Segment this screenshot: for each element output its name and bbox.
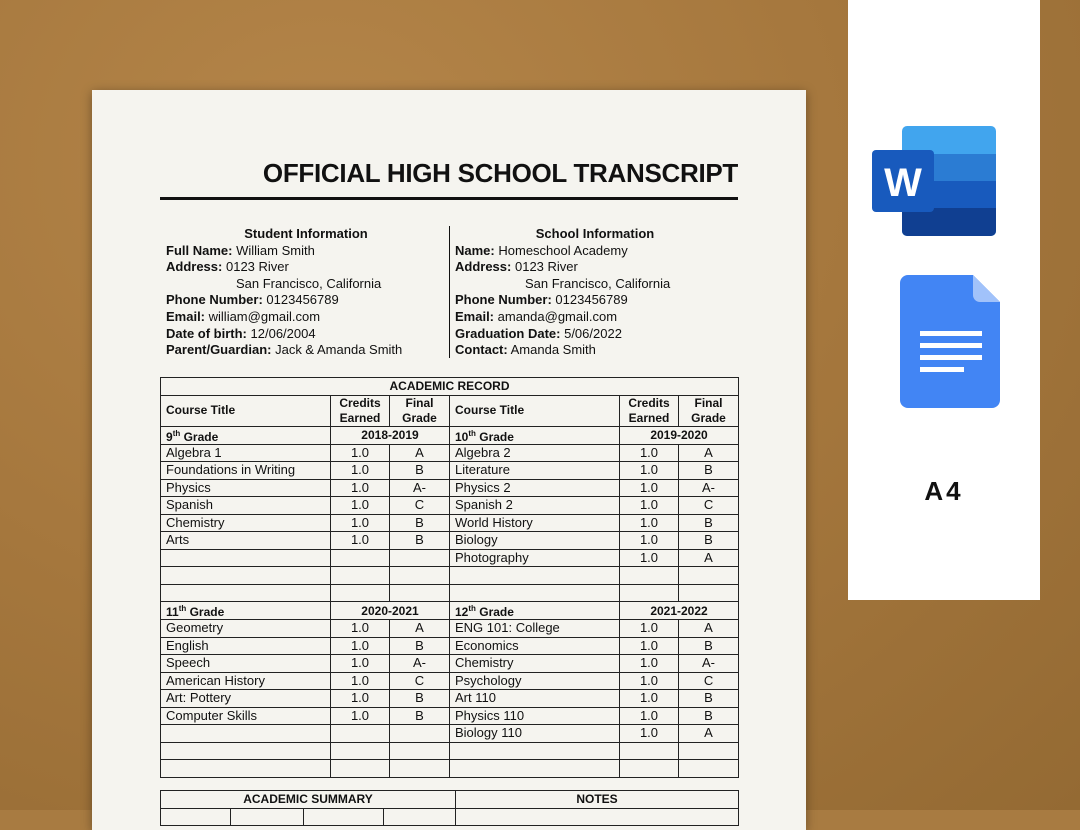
course-title: Literature xyxy=(450,462,620,480)
school-year: 2020-2021 xyxy=(331,602,450,620)
info-value: william@gmail.com xyxy=(208,308,321,324)
final-grade: B xyxy=(390,637,450,655)
summary-notes-table xyxy=(160,790,739,826)
credits-earned: 1.0 xyxy=(620,497,679,515)
table-row xyxy=(161,549,739,567)
page-title: OFFICIAL HIGH SCHOOL TRANSCRIPT xyxy=(262,158,738,188)
final-grade xyxy=(390,584,450,602)
final-grade: B xyxy=(390,690,450,708)
course-title xyxy=(161,567,331,585)
course-title: Algebra 1 xyxy=(161,444,331,462)
info-row xyxy=(166,259,446,276)
final-grade: A xyxy=(679,725,739,743)
credits-earned: 1.0 xyxy=(331,444,390,462)
course-title: Biology 110 xyxy=(450,725,620,743)
info-row xyxy=(455,276,735,293)
notes-heading: NOTES xyxy=(456,791,739,809)
course-title xyxy=(450,742,620,760)
school-year: 2018-2019 xyxy=(331,426,450,444)
course-title: Arts xyxy=(161,532,331,550)
grade-level-label: 9th Grade xyxy=(161,426,331,444)
info-value: Amanda Smith xyxy=(510,342,596,358)
course-title: Spanish 2 xyxy=(450,497,620,515)
course-title: Art 110 xyxy=(450,690,620,708)
credits-earned: 1.0 xyxy=(331,514,390,532)
info-value: Homeschool Academy xyxy=(498,242,628,258)
course-title-header: Course Title xyxy=(161,395,331,426)
credits-header: Credits Earned xyxy=(331,395,390,426)
info-value: 12/06/2004 xyxy=(250,325,316,341)
final-grade: A xyxy=(679,444,739,462)
course-title: Speech xyxy=(161,655,331,673)
final-grade: B xyxy=(679,707,739,725)
course-title: English xyxy=(161,637,331,655)
final-grade xyxy=(390,742,450,760)
info-heading: Student Information xyxy=(244,226,368,241)
final-grade: A xyxy=(390,620,450,638)
table-row xyxy=(161,462,739,480)
credits-earned: 1.0 xyxy=(331,532,390,550)
academic-record-heading: ACADEMIC RECORD xyxy=(161,378,739,396)
paper-size-label: A4 xyxy=(924,476,964,506)
credits-earned xyxy=(331,584,390,602)
final-grade: A- xyxy=(390,479,450,497)
final-grade: A- xyxy=(390,655,450,673)
info-value: 0123 River xyxy=(514,259,578,275)
credits-earned xyxy=(331,760,390,778)
course-title: Art: Pottery xyxy=(161,690,331,708)
grade-level-row xyxy=(161,426,739,444)
grade-level-label: 10th Grade xyxy=(450,426,620,444)
final-grade: A xyxy=(679,620,739,638)
credits-earned: 1.0 xyxy=(620,620,679,638)
credits-earned xyxy=(331,725,390,743)
credits-header: Credits Earned xyxy=(620,395,679,426)
microsoft-word-icon xyxy=(870,126,998,238)
credits-earned: 1.0 xyxy=(620,514,679,532)
table-row xyxy=(161,742,739,760)
course-title: Chemistry xyxy=(450,655,620,673)
info-label: Phone Number: xyxy=(455,292,552,308)
credits-earned: 1.0 xyxy=(331,637,390,655)
credits-earned: 1.0 xyxy=(331,707,390,725)
info-row xyxy=(455,326,735,343)
academic-record-table xyxy=(160,377,739,778)
info-heading: School Information xyxy=(535,226,655,241)
info-value: 5/06/2022 xyxy=(564,325,622,341)
info-divider xyxy=(449,226,450,358)
table-row xyxy=(161,620,739,638)
title-divider xyxy=(160,197,738,200)
credits-earned xyxy=(331,742,390,760)
credits-earned: 1.0 xyxy=(331,690,390,708)
info-value: amanda@gmail.com xyxy=(497,308,618,324)
table-row xyxy=(161,584,739,602)
course-title: Algebra 2 xyxy=(450,444,620,462)
academic-summary-heading: ACADEMIC SUMMARY xyxy=(161,791,456,809)
info-value: 0123 River xyxy=(225,259,289,275)
info-row xyxy=(166,326,446,343)
credits-earned: 1.0 xyxy=(331,672,390,690)
table-row xyxy=(161,725,739,743)
course-title: Chemistry xyxy=(161,514,331,532)
info-row xyxy=(455,259,735,276)
final-grade: B xyxy=(679,514,739,532)
course-title: World History xyxy=(450,514,620,532)
course-title xyxy=(161,760,331,778)
course-title: ENG 101: College xyxy=(450,620,620,638)
course-title: Economics xyxy=(450,637,620,655)
final-grade: C xyxy=(679,497,739,515)
course-title: Photography xyxy=(450,549,620,567)
info-row xyxy=(455,243,735,260)
course-title: Computer Skills xyxy=(161,707,331,725)
info-label: Address: xyxy=(166,259,223,275)
course-title xyxy=(450,760,620,778)
course-title: Geometry xyxy=(161,620,331,638)
final-grade: A xyxy=(390,444,450,462)
final-grade: B xyxy=(390,707,450,725)
info-label: Graduation Date: xyxy=(455,325,561,341)
credits-earned: 1.0 xyxy=(331,655,390,673)
course-title: American History xyxy=(161,672,331,690)
table-row xyxy=(161,655,739,673)
credits-earned xyxy=(620,742,679,760)
credits-earned: 1.0 xyxy=(620,637,679,655)
grade-level-label: 11th Grade xyxy=(161,602,331,620)
info-row xyxy=(166,243,446,260)
table-row xyxy=(161,707,739,725)
school-year: 2021-2022 xyxy=(620,602,739,620)
final-grade: C xyxy=(390,672,450,690)
credits-earned xyxy=(620,760,679,778)
credits-earned: 1.0 xyxy=(620,462,679,480)
table-row xyxy=(161,760,739,778)
final-grade: B xyxy=(390,462,450,480)
info-value: Jack & Amanda Smith xyxy=(275,342,403,358)
course-title xyxy=(450,567,620,585)
table-row xyxy=(161,444,739,462)
info-row xyxy=(166,342,446,359)
course-title xyxy=(161,549,331,567)
credits-earned xyxy=(331,567,390,585)
course-title: Biology xyxy=(450,532,620,550)
credits-earned: 1.0 xyxy=(331,620,390,638)
final-grade xyxy=(679,760,739,778)
final-grade xyxy=(679,742,739,760)
final-grade xyxy=(390,725,450,743)
final-grade: B xyxy=(679,637,739,655)
table-row xyxy=(161,672,739,690)
credits-earned: 1.0 xyxy=(620,479,679,497)
credits-earned: 1.0 xyxy=(620,707,679,725)
final-grade: C xyxy=(679,672,739,690)
course-title: Psychology xyxy=(450,672,620,690)
final-grade: B xyxy=(679,462,739,480)
credits-earned: 1.0 xyxy=(620,672,679,690)
credits-earned xyxy=(331,549,390,567)
final-grade xyxy=(679,567,739,585)
final-grade xyxy=(679,584,739,602)
info-row xyxy=(166,309,446,326)
grade-header: Final Grade xyxy=(390,395,450,426)
credits-earned: 1.0 xyxy=(620,690,679,708)
credits-earned: 1.0 xyxy=(620,444,679,462)
svg-text:W: W xyxy=(884,161,922,205)
info-row xyxy=(166,276,446,293)
final-grade: C xyxy=(390,497,450,515)
info-label: Parent/Guardian: xyxy=(166,342,272,358)
info-label: Date of birth: xyxy=(166,325,247,341)
final-grade: B xyxy=(390,514,450,532)
grade-level-row xyxy=(161,602,739,620)
info-value: San Francisco, California xyxy=(236,275,382,291)
table-row xyxy=(161,497,739,515)
course-title: Physics xyxy=(161,479,331,497)
school-year: 2019-2020 xyxy=(620,426,739,444)
info-value: 0123456789 xyxy=(266,292,339,308)
info-label: Email: xyxy=(455,308,495,324)
course-title xyxy=(161,742,331,760)
info-value: San Francisco, California xyxy=(525,275,671,291)
course-title xyxy=(161,584,331,602)
info-label: Contact: xyxy=(455,342,508,358)
final-grade: A- xyxy=(679,655,739,673)
info-label: Phone Number: xyxy=(166,292,263,308)
final-grade xyxy=(390,760,450,778)
grade-level-label: 12th Grade xyxy=(450,602,620,620)
table-row xyxy=(161,532,739,550)
google-docs-icon xyxy=(900,275,1000,408)
info-label: Address: xyxy=(455,259,512,275)
final-grade: B xyxy=(390,532,450,550)
info-label: Email: xyxy=(166,308,206,324)
credits-earned: 1.0 xyxy=(331,497,390,515)
credits-earned: 1.0 xyxy=(620,655,679,673)
student-information xyxy=(166,226,446,359)
final-grade xyxy=(390,549,450,567)
school-information xyxy=(455,226,735,359)
course-title xyxy=(450,584,620,602)
info-value: 0123456789 xyxy=(555,292,628,308)
course-title-header: Course Title xyxy=(450,395,620,426)
course-title: Foundations in Writing xyxy=(161,462,331,480)
info-row xyxy=(455,292,735,309)
grade-header: Final Grade xyxy=(679,395,739,426)
course-title: Spanish xyxy=(161,497,331,515)
info-row xyxy=(166,292,446,309)
credits-earned: 1.0 xyxy=(620,549,679,567)
info-row xyxy=(455,309,735,326)
credits-earned: 1.0 xyxy=(331,479,390,497)
info-label: Name: xyxy=(455,242,495,258)
course-title: Physics 110 xyxy=(450,707,620,725)
course-title: Physics 2 xyxy=(450,479,620,497)
info-value: William Smith xyxy=(236,242,315,258)
table-row xyxy=(161,637,739,655)
final-grade: A- xyxy=(679,479,739,497)
info-label: Full Name: xyxy=(166,242,233,258)
final-grade: B xyxy=(679,532,739,550)
table-row xyxy=(161,479,739,497)
table-row xyxy=(161,567,739,585)
final-grade: B xyxy=(679,690,739,708)
table-row xyxy=(161,514,739,532)
credits-earned: 1.0 xyxy=(331,462,390,480)
table-row xyxy=(161,690,739,708)
credits-earned xyxy=(620,584,679,602)
course-title xyxy=(161,725,331,743)
final-grade xyxy=(390,567,450,585)
credits-earned: 1.0 xyxy=(620,532,679,550)
credits-earned xyxy=(620,567,679,585)
final-grade: A xyxy=(679,549,739,567)
info-row xyxy=(455,342,735,359)
credits-earned: 1.0 xyxy=(620,725,679,743)
